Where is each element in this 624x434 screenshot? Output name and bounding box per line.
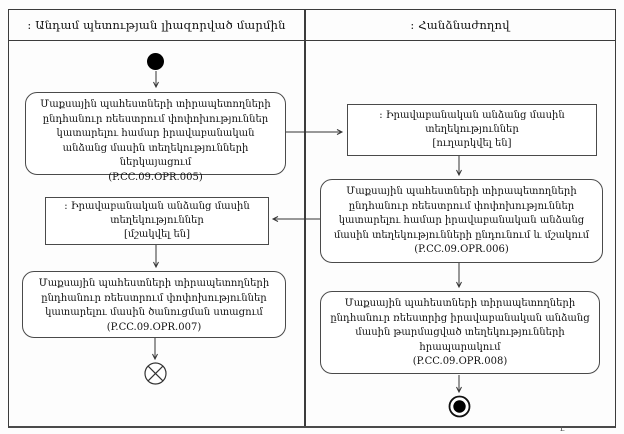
action-submit-info-005-text: Մաքսային պահեստների տիրապետողների ընդհանուր ռեեստրում փոփոխություններ կատարելու համար իրավաբանական անձանց մասին տեղեկությունների ներկայացում [40, 99, 271, 168]
object-info-sent [347, 104, 597, 156]
lane-header-commission-label: : Հանձնաժողով [410, 18, 510, 32]
object-info-processed [45, 197, 269, 245]
action-receive-notification-007-text: Մաքսային պահեստների տիրապետողների ընդհանուր ռեեստրում փոփոխություններ կատարելու մասին ծանուցման ստացում (P.CC.09.OPR.007) [38, 278, 270, 333]
action-receive-process-006 [320, 179, 603, 263]
action-receive-process-006-text: Մաքսային պահեստների տիրապետողների ընդհանուր ռեեստրում փոփոխություններ կատարելու համար իրավաբանական անձանց մասին տեղեկությունների ընդունում և մշակում (P.CC.09.OPR.006) [333, 186, 590, 255]
object-info-processed-title: : Իրավաբանական անձանց մասին տեղեկություններ [64, 201, 250, 226]
lane-header-commission [306, 10, 614, 40]
stray-mark: ւ [560, 424, 565, 434]
action-publish-info-008-text: Մաքսային պահեստների տիրապետողների ընդհանուր ռեեստրից իրավաբանական անձանց մասին թարմացված տեղեկությունների հրապարակում [330, 298, 590, 353]
lane-divider [304, 9, 306, 426]
action-receive-notification-007 [22, 271, 286, 338]
header-separator-line [8, 40, 615, 41]
action-publish-info-008-code: (P.CC.09.OPR.008) [412, 356, 508, 367]
action-publish-info-008 [320, 291, 600, 374]
object-info-sent-title: : Իրավաբանական անձանց մասին տեղեկություններ [379, 110, 565, 135]
activity-final-node [448, 395, 471, 418]
object-info-sent-state: [ուղարկվել են] [432, 138, 512, 149]
lane-header-authorized-body [9, 10, 304, 40]
initial-node [147, 53, 164, 70]
flow-final-node [144, 362, 167, 385]
action-submit-info-005 [25, 92, 286, 183]
action-submit-info-005-code: (P.CC.09.OPR.005) [108, 171, 203, 183]
lane-header-authorized-body-label: : Անդամ պետության լիազորված մարմին [27, 18, 286, 32]
object-info-processed-state: [մշակվել են] [123, 229, 191, 240]
